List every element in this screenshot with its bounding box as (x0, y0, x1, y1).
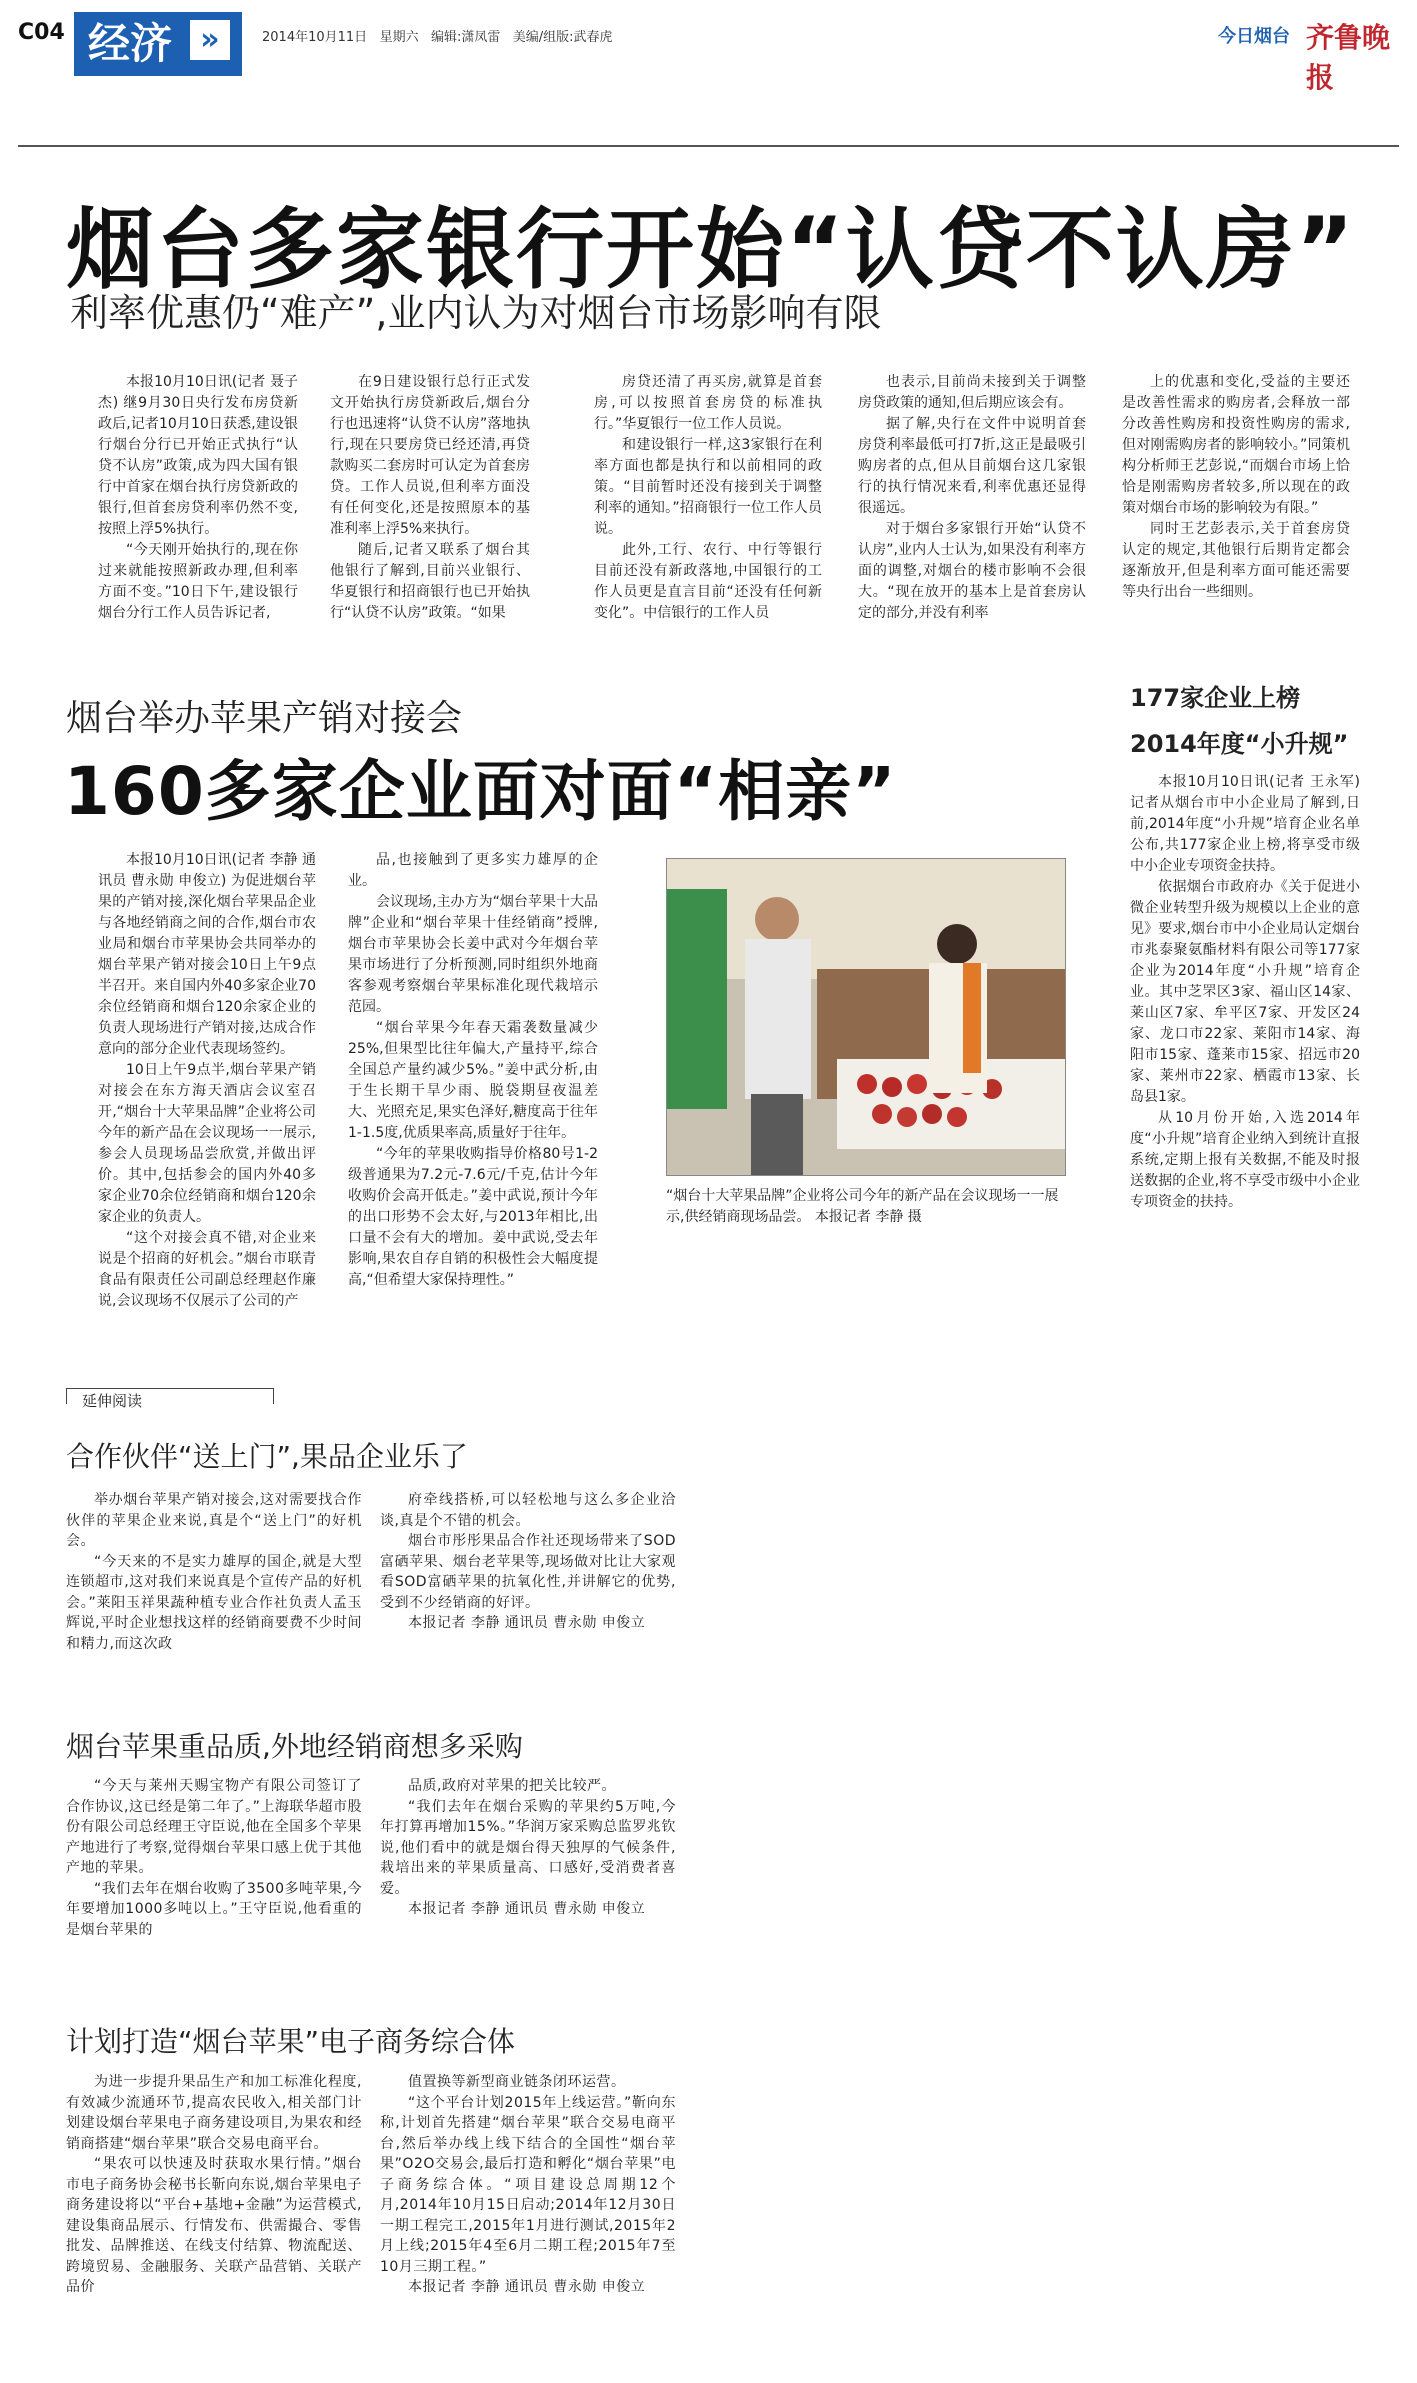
paragraph: 对于烟台多家银行开始“认贷不认房”,业内人士认为,如果没有利率方面的调整,对烟台的楼市影响不会很大。“现在放开的基本上是首套房认定的部分,并没有利率 (858, 521, 1086, 621)
side-body (1130, 772, 1360, 1213)
sub2-col-2 (380, 1776, 676, 1920)
paragraph: 本报10月10日讯(记者 李静 通讯员 曹永勋 申俊立) 为促进烟台苹果的产销对接,深化烟台苹果品企业与各地经销商之间的合作,烟台市农业局和烟台市苹果协会共同举办的烟台苹果产销对接会10日上午9点半召开。来自国内外40多家企业70余位经销商和烟台120余家企业的负责人现场进行产销对接,达成合作意向的部分企业代表现场签约。 (98, 852, 316, 1057)
brand-logo: 齐鲁晚报 (1306, 21, 1391, 94)
photo-illustration (667, 859, 1066, 1176)
paragraph: “这个对接会真不错,对企业来说是个招商的好机会。”烟台市联青食品有限责任公司副总经理赵作廉说,会议现场不仅展示了公司的产 (98, 1230, 316, 1309)
sub1-col-2 (380, 1490, 676, 1634)
sub-headline-2: 烟台苹果重品质,外地经销商想多采购 (66, 1730, 523, 1763)
paragraph: 据了解,央行在文件中说明首套房贷利率最低可打7折,这正是最吸引购房者的点,但从目前烟台这几家银行的执行情况来看,利率优惠还显得很遥远。 (858, 416, 1086, 516)
paragraph: 也表示,目前尚未接到关于调整房贷政策的通知,但后期应该会有。 (858, 374, 1086, 411)
paragraph: “我们去年在烟台采购的苹果约5万吨,今年打算再增加15%。”华润万家采购总监罗兆钦说,他们看中的就是烟台得天独厚的气候条件,栽培出来的苹果质量高、口感好,受消费者喜爱。 (380, 1798, 676, 1897)
extended-reading-label: 延伸阅读 (82, 1392, 143, 1410)
paragraph: 依据烟台市政府办《关于促进小微企业转型升级为规模以上企业的意见》要求,烟台市中小企业局认定烟台市兆泰聚氨酯材料有限公司等177家企业为2014年度“小升规”培育企业。其中芝罘区3家、福山区14家、莱山区7家、牟平区7家、开发区24家、龙口市22家、莱阳市14家、海阳市15家、蓬莱市15家、招远市20家、莱州市22家、栖霞市13家、长岛县1家。 (1130, 879, 1360, 1105)
paragraph: 同时王艺彭表示,关于首套房贷认定的规定,其他银行后期肯定都会逐渐放开,但是利率方面可能还需要等央行出台一些细则。 (1122, 521, 1350, 600)
paragraph: “这个平台计划2015年上线运营。”靳向东称,计划首先搭建“烟台苹果”联合交易电商平台,然后举办线上线下结合的全国性“烟台苹果”O2O交易会,最后打造和孵化“烟台苹果”电子商务综合体。“项目建设总周期12个月,2014年10月15日启动;2014年12月30日一期工程完工,2015年1月进行测试,2015年2月上线;2015年4至6月二期工程;2015年7至10月三期工程。” (380, 2094, 676, 2275)
paragraph: 品质,政府对苹果的把关比较严。 (408, 1778, 616, 1794)
paragraph: 烟台市彤彤果品合作社还现场带来了SOD富硒苹果、烟台老苹果等,现场做对比让大家观看SOD富硒苹果的抗氧化性,并讲解它的优势,受到不少经销商的好评。 (380, 1533, 676, 1611)
editor: 编辑:潇凤雷 (431, 30, 501, 45)
paragraph: 值置换等新型商业链条闭环运营。 (408, 2074, 626, 2090)
paragraph: “我们去年在烟台收购了3500多吨苹果,今年要增加1000多吨以上。”王守臣说,他看重的是烟台苹果的 (66, 1880, 362, 1938)
paragraph: 10日上午9点半,烟台苹果产销对接会在东方海天酒店会议室召开,“烟台十大苹果品牌”企业将公司今年的新产品在会议现场一一展示,参会人员现场品尝欣赏,并做出评价。其中,包括参会的国内外40多家企业70余位经销商和烟台120余家企业的负责人。 (98, 1062, 316, 1225)
paragraph: “果农可以快速及时获取水果行情。”烟台市电子商务协会秘书长靳向东说,烟台苹果电子商务建设将以“平台+基地+金融”为运营模式,建设集商品展示、行情发布、供需撮合、零售批发、品牌推送、在线支付结算、物流配送、跨境贸易、金融服务、关联产品营销、关联产品价 (66, 2156, 362, 2295)
paragraph: 品,也接触到了更多实力雄厚的企业。 (348, 852, 598, 889)
paragraph: 随后,记者又联系了烟台其他银行了解到,目前兴业银行、华夏银行和招商银行也已开始执行“认贷不认房”政策。“如果 (330, 542, 530, 621)
paragraph: 本报记者 李静 通讯员 曹永勋 申俊立 (408, 1615, 646, 1631)
paragraph: 本报10月10日讯(记者 王永军) 记者从烟台市中小企业局了解到,日前,2014年度“小升规”培育企业名单公布,共177家企业上榜,将享受市级中小企业专项资金扶持。 (1130, 774, 1360, 874)
apple-kicker: 烟台举办苹果产销对接会 (66, 698, 463, 739)
sub3-col-1 (66, 2072, 362, 2298)
lead-col-1 (98, 372, 298, 624)
lead-headline: 烟台多家银行开始“认贷不认房” (66, 198, 1356, 301)
lead-col-2 (330, 372, 530, 624)
lead-col-3 (594, 372, 822, 624)
paragraph: 会议现场,主办方为“烟台苹果十大品牌”企业和“烟台苹果十佳经销商”授牌,烟台市苹果协会长姜中武对今年烟台苹果市场进行了分析预测,同时组织外地商客参观考察烟台苹果标准化现代栽培示范园。 (348, 894, 598, 1015)
chevron-right-icon: » (190, 20, 230, 60)
paragraph: “烟台苹果今年春天霜袭数量减少25%,但果型比往年偏大,产量持平,综合全国总产量约减少5%。”姜中武分析,由于生长期干旱少雨、脱袋期昼夜温差大、光照充足,果实色泽好,糖度高于往年1-1.5度,优质果率高,质量好于往年。 (348, 1020, 598, 1141)
designer: 美编/组版:武春虎 (512, 30, 613, 45)
header-meta (262, 26, 613, 45)
sub-headline-1: 合作伙伴“送上门”,果品企业乐了 (66, 1440, 468, 1473)
paragraph: 府牵线搭桥,可以轻松地与这么多企业洽谈,真是个不错的机会。 (380, 1492, 676, 1529)
weekday: 星期六 (379, 30, 419, 45)
lead-col-4 (858, 372, 1086, 624)
paragraph: 房贷还清了再买房,就算是首套房,可以按照首套房贷的标准执行。”华夏银行一位工作人员说。 (594, 374, 822, 432)
paragraph: 上的优惠和变化,受益的主要还是改善性需求的购房者,会释放一部分改善性购房和投资性购房的需求,但对刚需购房者的影响较小。”同策机构分析师王艺彭说,“而烟台市场上恰恰是刚需购房者较多,所以现在的政策对烟台市场的影响较为有限。” (1122, 374, 1350, 516)
section-name: 经济 (88, 19, 173, 68)
paragraph: “今天与莱州天赐宝物产有限公司签订了合作协议,这已经是第二年了。”上海联华超市股份有限公司总经理王守臣说,他在全国多个苹果产地进行了考察,觉得烟台苹果口感上优于其他产地的苹果。 (66, 1778, 362, 1876)
paragraph: 从10月份开始,入选2014年度“小升规”培育企业纳入到统计直报系统,定期上报有关数据,不能及时报送数据的企业,将不享受市级中小企业专项资金的扶持。 (1130, 1110, 1360, 1210)
apple-col-1 (98, 850, 316, 1312)
paragraph: 在9日建设银行总行正式发文开始执行房贷新政后,烟台分行也迅速将“认贷不认房”落地执行,现在只要房贷已经还清,再贷款购买二套房时可认定为首套房贷。工作人员说,但利率方面没有任何变化,还是按照原本的基准利率上浮5%来执行。 (330, 374, 530, 537)
photo-caption: “烟台十大苹果品牌”企业将公司今年的新产品在会议现场一一展示,供经销商现场品尝。 本报记者 李静 摄 (666, 1188, 1059, 1225)
paragraph: “今天来的不是实力雄厚的国企,就是大型连锁超市,这对我们来说真是个宣传产品的好机会。”莱阳玉祥果蔬种植专业合作社负责人孟玉辉说,平时企业想找这样的经销商要费不少时间和精力,而这次政 (66, 1553, 362, 1652)
paragraph: “今天刚开始执行的,现在你过来就能按照新政办理,但利率方面不变。”10日下午,建设银行烟台分行工作人员告诉记者, (98, 542, 298, 621)
page-number: C04 (18, 20, 65, 45)
paragraph: 为进一步提升果品生产和加工标准化程度,有效减少流通环节,提高农民收入,相关部门计划建设烟台苹果电子商务建设项目,为果农和经销商搭建“烟台苹果”联合交易电商平台。 (66, 2074, 362, 2152)
issue-date: 2014年10月11日 (262, 30, 368, 45)
paragraph: 本报记者 李静 通讯员 曹永勋 申俊立 (408, 2279, 646, 2295)
apple-headline: 160多家企业面对面“相亲” (64, 753, 897, 830)
side-headline-2: 2014年度“小升规” (1130, 730, 1349, 758)
paragraph: 本报记者 李静 通讯员 曹永勋 申俊立 (408, 1901, 646, 1917)
header-divider (18, 145, 1399, 147)
sub3-col-2 (380, 2072, 676, 2298)
paragraph: “今年的苹果收购指导价格80号1-2级普通果为7.2元-7.6元/千克,估计今年收购价会高开低走。”姜中武说,预计今年的出口形势不会太好,与2013年相比,出口量不会有大的增加。姜中武说,受去年影响,果农自存自销的积极性会大幅度提高,“但希望大家保持理性。” (348, 1146, 598, 1288)
paragraph: 举办烟台苹果产销对接会,这对需要找合作伙伴的苹果企业来说,真是个“送上门”的好机会。 (66, 1492, 362, 1549)
apple-col-2 (348, 850, 598, 1291)
paragraph: 和建设银行一样,这3家银行在利率方面也都是执行和以前相同的政策。“目前暂时还没有接到关于调整利率的通知。”招商银行一位工作人员说。 (594, 437, 822, 537)
lead-col-5 (1122, 372, 1350, 603)
sub2-col-1 (66, 1776, 362, 1940)
paragraph: 此外,工行、农行、中行等银行目前还没有新政落地,中国银行的工作人员更是直言目前“还没有任何新变化”。中信银行的工作人员 (594, 542, 822, 621)
edition-label: 今日烟台 (1218, 26, 1290, 47)
apple-fair-photo (666, 858, 1066, 1176)
side-headline-1: 177家企业上榜 (1130, 684, 1301, 712)
sub-headline-3: 计划打造“烟台苹果”电子商务综合体 (66, 2025, 516, 2058)
lead-subheadline: 利率优惠仍“难产”,业内认为对烟台市场影响有限 (70, 291, 882, 335)
sub1-col-1 (66, 1490, 362, 1654)
paragraph: 本报10月10日讯(记者 聂子杰) 继9月30日央行发布房贷新政后,记者10月10日获悉,建设银行烟台分行已开始正式执行“认贷不认房”政策,成为四大国有银行中首家在烟台执行房贷新政的银行,但首套房贷利率仍然不变,按照上浮5%执行。 (98, 374, 298, 537)
